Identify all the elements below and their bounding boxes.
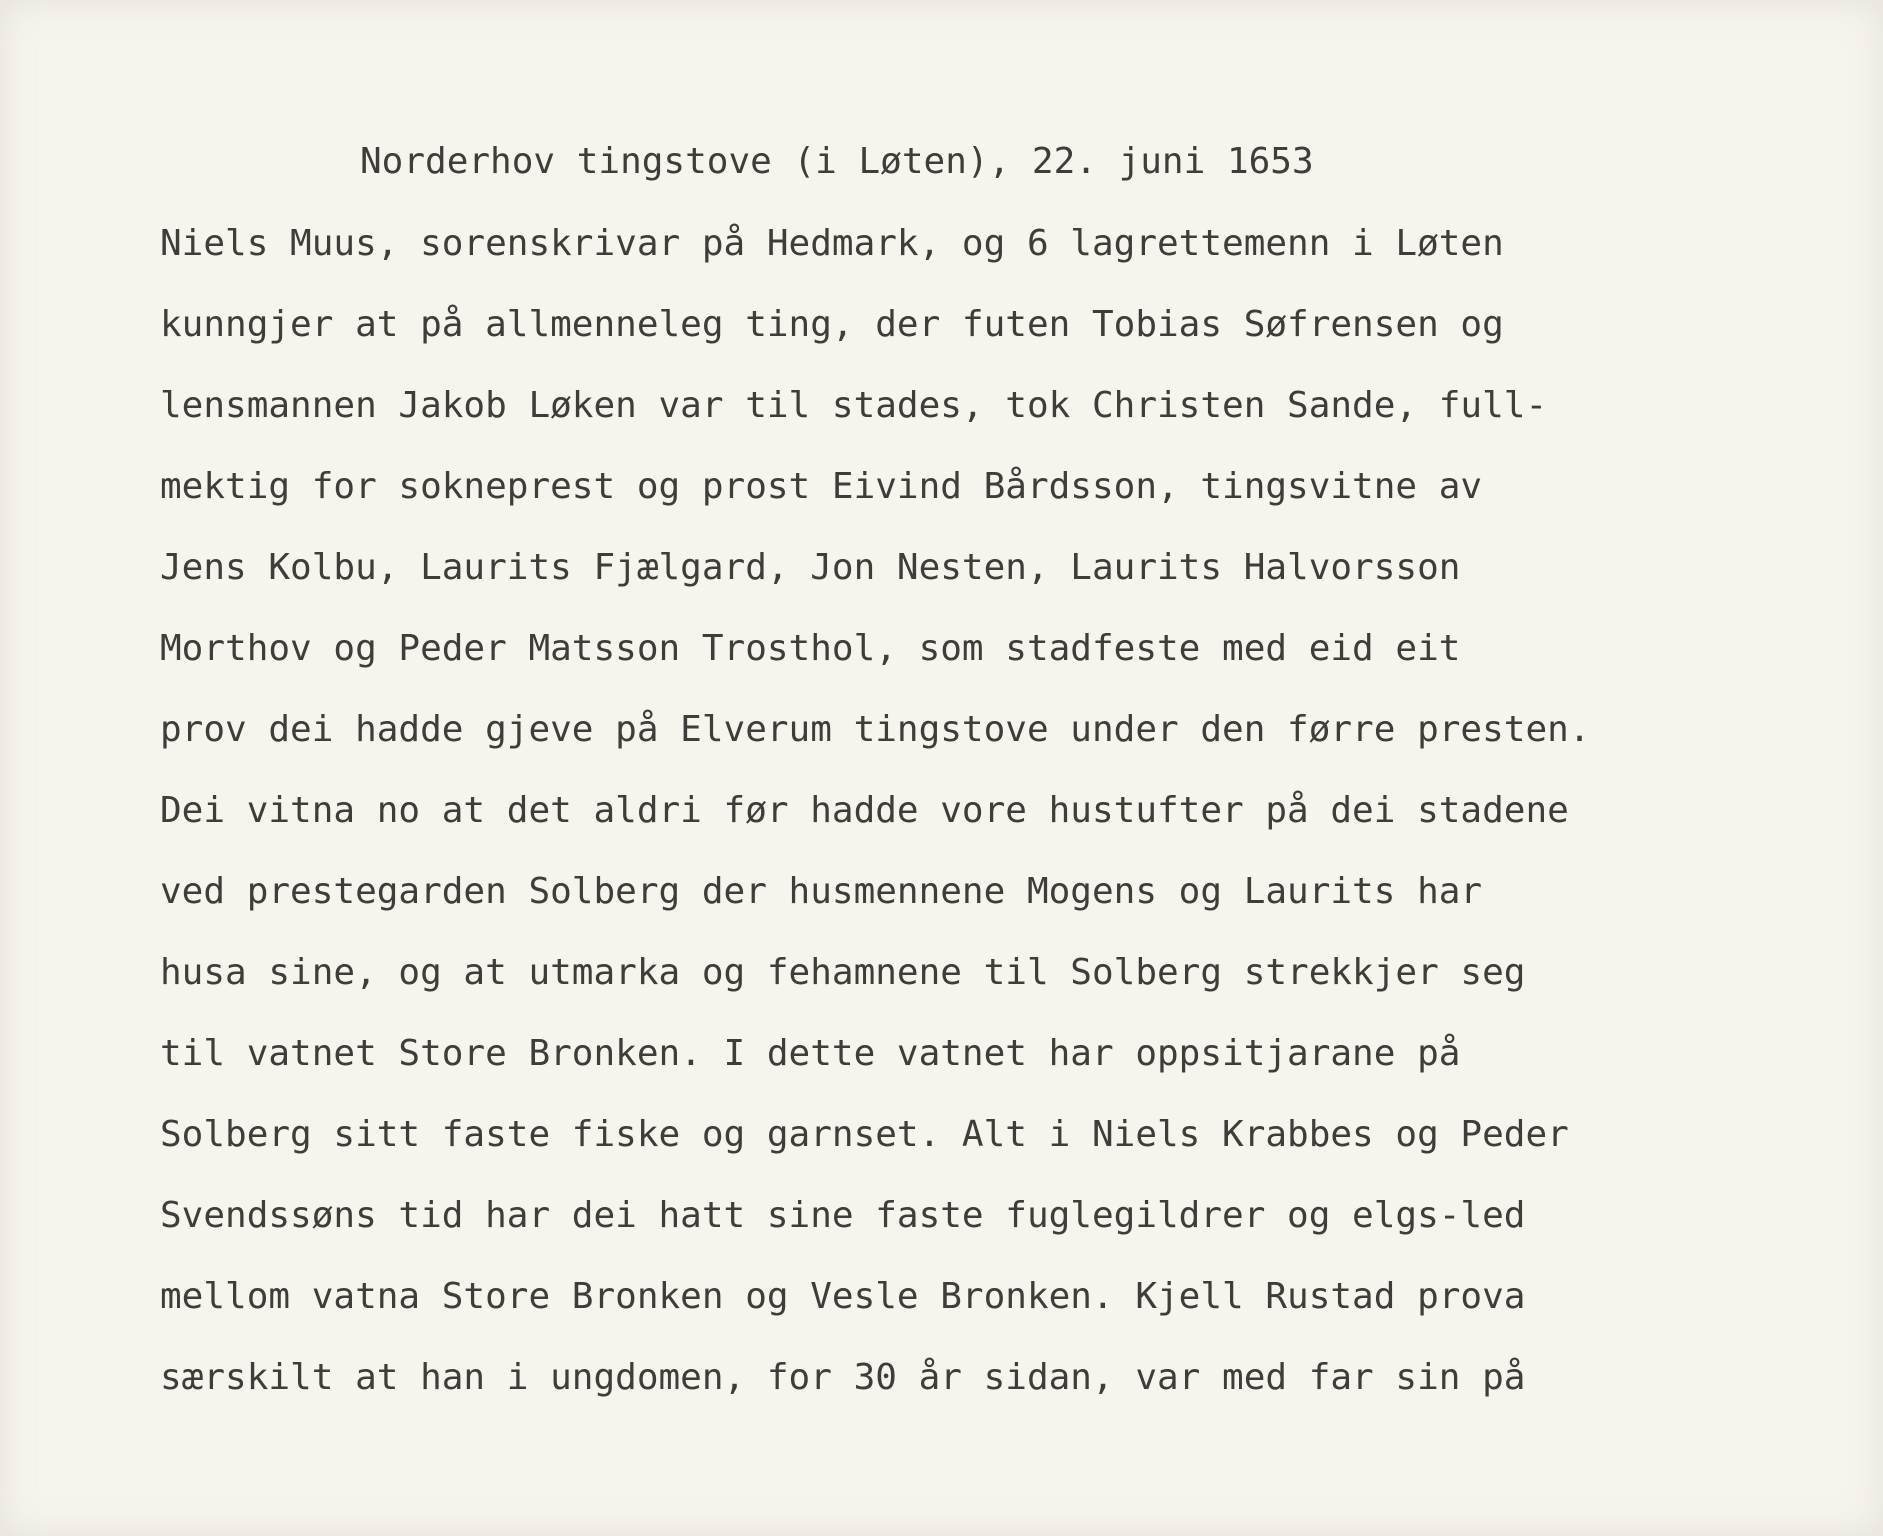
text-line: Morthov og Peder Matsson Trosthol, som stadfeste med eid eit	[160, 628, 1461, 669]
text-line: Solberg sitt faste fiske og garnset. Alt i Niels Krabbes og Peder	[160, 1114, 1569, 1155]
text-line: kunngjer at på allmenneleg ting, der futen Tobias Søfrensen og	[160, 304, 1504, 345]
text-line: husa sine, og at utmarka og fehamnene til Solberg strekkjer seg	[160, 952, 1526, 993]
document-heading: Norderhov tingstove (i Løten), 22. juni 1653	[360, 141, 1314, 182]
text-line: særskilt at han i ungdomen, for 30 år sidan, var med far sin på	[160, 1357, 1526, 1398]
text-line: til vatnet Store Bronken. I dette vatnet har oppsitjarane på	[160, 1033, 1461, 1074]
text-line: ved prestegarden Solberg der husmennene Mogens og Laurits har	[160, 871, 1483, 912]
text-line: lensmannen Jakob Løken var til stades, tok Christen Sande, full-	[160, 385, 1548, 426]
text-line: prov dei hadde gjeve på Elverum tingstove under den førre presten.	[160, 709, 1591, 750]
document-body	[160, 218, 1800, 1433]
text-line: Niels Muus, sorenskrivar på Hedmark, og 6 lagrettemenn i Løten	[160, 223, 1504, 264]
text-line: mellom vatna Store Bronken og Vesle Bronken. Kjell Rustad prova	[160, 1276, 1526, 1317]
text-line: mektig for sokneprest og prost Eivind Bårdsson, tingsvitne av	[160, 466, 1483, 507]
text-line: Jens Kolbu, Laurits Fjælgard, Jon Nesten, Laurits Halvorsson	[160, 547, 1461, 588]
text-line: Svendssøns tid har dei hatt sine faste fuglegildrer og elgs-led	[160, 1195, 1526, 1236]
text-line: Dei vitna no at det aldri før hadde vore hustufter på dei stadene	[160, 790, 1569, 831]
